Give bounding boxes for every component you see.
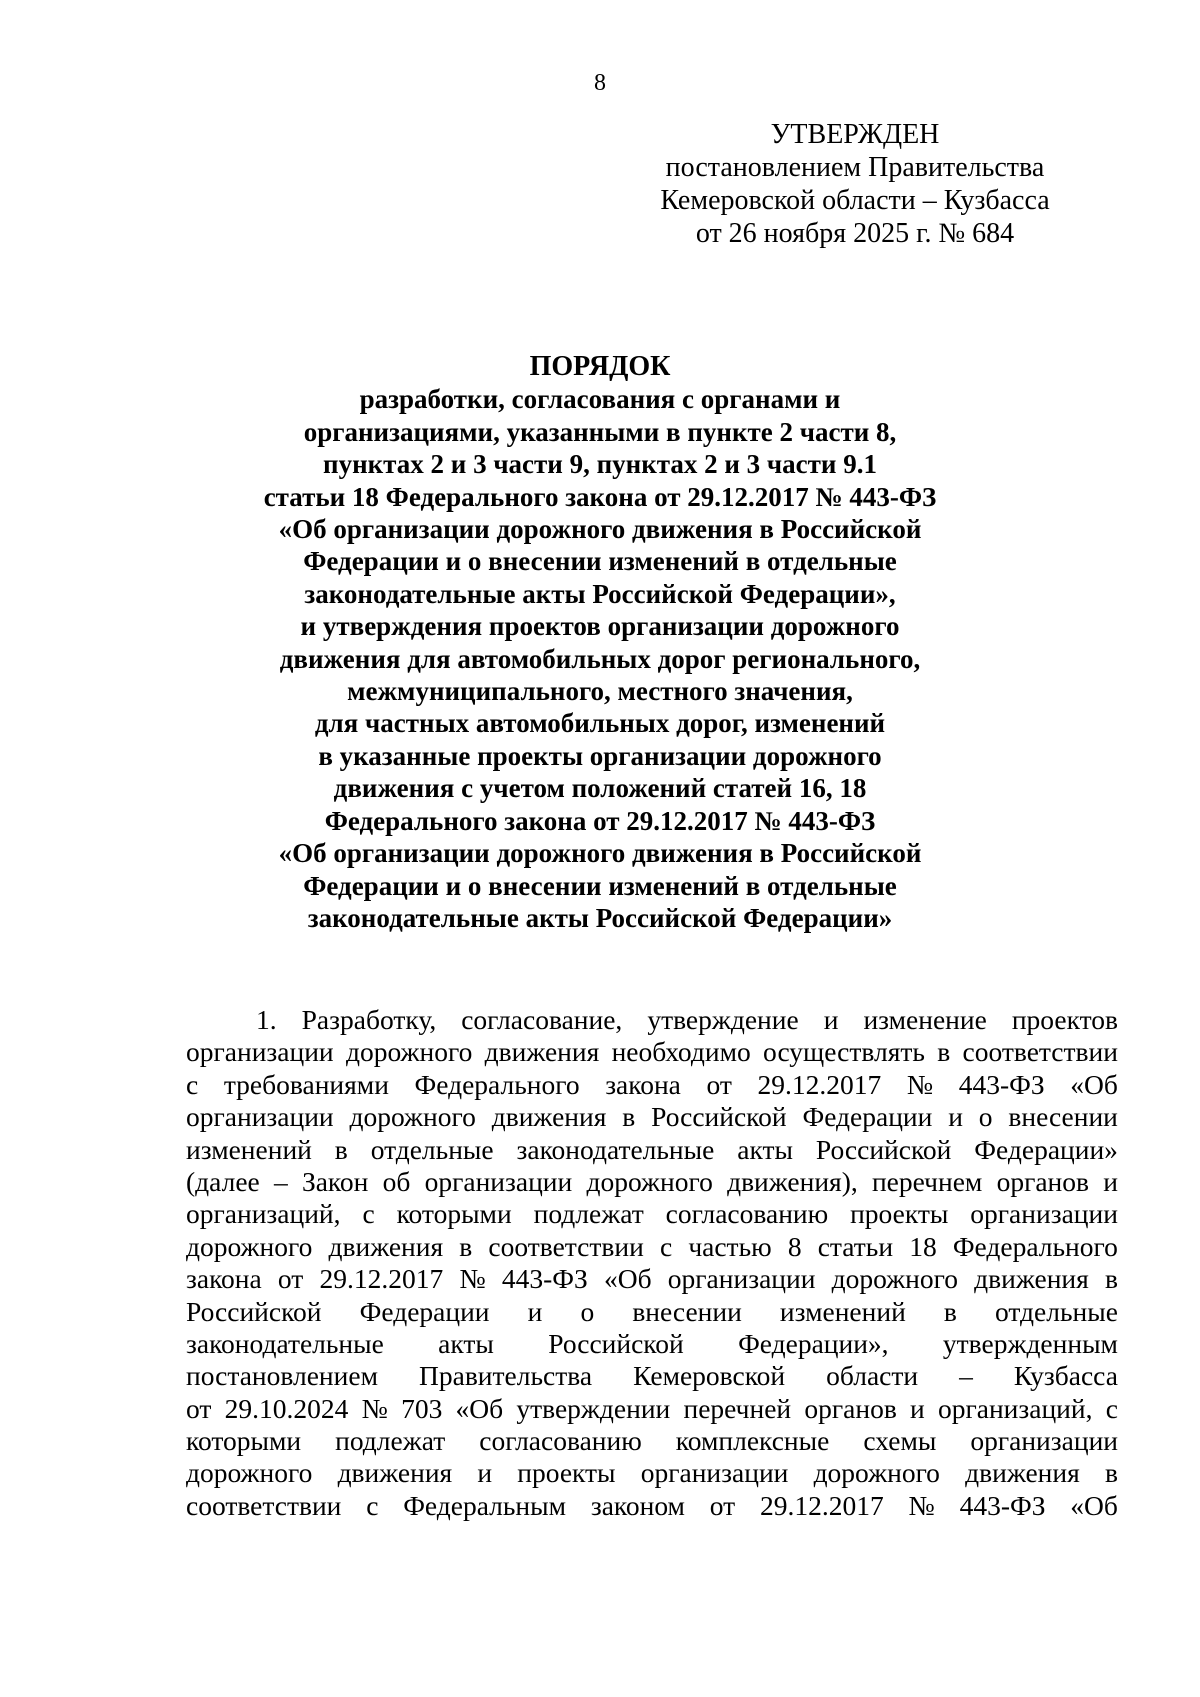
body-word: и [527, 1295, 543, 1327]
body-line [186, 1004, 1118, 1036]
body-word: 18 [909, 1230, 937, 1262]
body-word: от [186, 1392, 212, 1424]
body-word: 29.12.2017 [319, 1263, 444, 1295]
body-word: Разработку, [301, 1004, 437, 1035]
body-word: (далее [186, 1165, 260, 1197]
body-word: 29.12.2017 [759, 1489, 884, 1521]
body-word: согласованию [479, 1425, 642, 1457]
document-title [0, 351, 1200, 934]
body-word: и [948, 1101, 963, 1133]
body-word: 1. [256, 1004, 277, 1035]
body-word: и [910, 1392, 925, 1424]
title-line: пунктах 2 и 3 части 9, пунктах 2 и 3 части 9.1 [323, 449, 877, 480]
body-line [186, 1457, 1118, 1489]
body-word: и [1103, 1165, 1118, 1197]
body-word: с [186, 1068, 199, 1100]
body-word: частью [688, 1230, 772, 1262]
body-word: изменений [186, 1133, 312, 1165]
approval-stamp [640, 118, 1070, 250]
body-line [186, 1036, 1118, 1068]
body-word: – [273, 1165, 288, 1197]
body-word: схемы [863, 1425, 937, 1457]
body-line [186, 1069, 1118, 1101]
body-word: Федеральным [403, 1489, 567, 1521]
body-line [186, 1263, 1118, 1295]
body-word: законодательные [186, 1327, 384, 1359]
title-line: Федерации и о внесении изменений в отдельные [303, 546, 897, 577]
body-word: дорожного [831, 1263, 958, 1295]
body-word: в [622, 1101, 636, 1133]
body-word: в [459, 1230, 473, 1262]
body-word: движения), [727, 1165, 858, 1197]
body-word: в [1104, 1457, 1118, 1489]
body-word: дорожного [186, 1457, 313, 1489]
approval-line: Кемеровской области – Кузбасса [660, 185, 1050, 216]
body-word: Федерации», [738, 1327, 889, 1359]
body-word: Федерации» [974, 1133, 1118, 1165]
body-word: изменение [863, 1004, 987, 1035]
body-word: движения [965, 1457, 1080, 1489]
body-word: организации [970, 1198, 1118, 1230]
body-word: которыми [396, 1198, 512, 1230]
body-word: от [709, 1489, 736, 1521]
body-word: № [459, 1263, 486, 1295]
body-word: дорожного [345, 1036, 473, 1068]
body-word: организации [667, 1263, 816, 1295]
body-word: организации [970, 1425, 1118, 1457]
body-word: «Об [603, 1263, 652, 1295]
approval-line: от 26 ноября 2025 г. № 684 [695, 218, 1015, 249]
title-line: законодательные акты Российской Федерации» [307, 902, 893, 933]
title-line: Федерального закона от 29.12.2017 № 443-ФЗ [324, 805, 876, 836]
body-word: Федерации [359, 1295, 490, 1327]
title-line: законодательные акты Российской Федерации», [304, 578, 896, 609]
body-line [186, 1360, 1118, 1392]
body-word: о [978, 1101, 993, 1133]
body-word: комплексные [675, 1425, 830, 1457]
body-word: проекты [517, 1457, 616, 1489]
body-word: с [659, 1230, 673, 1262]
body-line [186, 1198, 1118, 1230]
body-line [186, 1425, 1118, 1457]
body-line [186, 1101, 1118, 1133]
body-word: законом [590, 1489, 685, 1521]
body-word: проектов [1011, 1004, 1118, 1035]
body-word: 703 [401, 1392, 443, 1424]
body-word: подлежат [533, 1198, 644, 1230]
page-number: 8 [594, 70, 606, 96]
body-word: – [959, 1360, 973, 1392]
body-word: о [580, 1295, 595, 1327]
body-word: 29.12.2017 [757, 1068, 882, 1100]
body-word: в [1104, 1263, 1118, 1295]
body-word: закона [186, 1263, 262, 1295]
body-word: осуществлять [763, 1036, 925, 1068]
body-word: дорожного [813, 1457, 940, 1489]
title-line: организациями, указанными в пункте 2 части 8, [303, 416, 897, 447]
body-word: акты [438, 1327, 494, 1359]
body-word: и [823, 1004, 839, 1035]
body-word: в [334, 1133, 348, 1165]
body-word: акты [737, 1133, 793, 1165]
body-word: требованиями [223, 1068, 389, 1100]
title-line: «Об организации дорожного движения в Российской [278, 514, 922, 545]
title-line: и утверждения проектов организации дорожного [300, 611, 900, 642]
title-heading: ПОРЯДОК [529, 351, 671, 382]
body-word: законодательные [516, 1133, 715, 1165]
body-line [186, 1231, 1118, 1263]
body-word: области [826, 1360, 919, 1392]
body-word: перечнем [871, 1165, 983, 1197]
body-line [186, 1134, 1118, 1166]
body-line [186, 1166, 1118, 1198]
body-word: с [366, 1489, 379, 1521]
body-word: движения [328, 1230, 444, 1262]
body-word: отдельные [995, 1295, 1118, 1327]
body-word: Федерального [414, 1068, 580, 1100]
body-word: согласование, [461, 1004, 623, 1035]
body-word: и [477, 1457, 493, 1489]
body-word: утвержденным [942, 1327, 1118, 1359]
body-word: проекты [850, 1198, 949, 1230]
body-word: подлежат [335, 1425, 446, 1457]
body-word: утверждение [647, 1004, 799, 1035]
approval-line: постановлением Правительства [665, 152, 1045, 183]
title-line: в указанные проекты организации дорожного [318, 740, 882, 771]
body-word: 8 [787, 1230, 802, 1262]
body-line [186, 1296, 1118, 1328]
approval-line: УТВЕРЖДЕН [770, 119, 940, 150]
title-line: разработки, согласования с органами и [359, 384, 841, 415]
body-word: 443-ФЗ [958, 1068, 1045, 1100]
body-word: в [943, 1295, 957, 1327]
body-paragraph [186, 1004, 1118, 1522]
body-line [186, 1490, 1118, 1522]
body-word: Российской [651, 1101, 787, 1133]
title-line: межмуниципального, местного значения, [347, 676, 853, 707]
body-word: движения [491, 1101, 607, 1133]
body-word: № [361, 1392, 388, 1424]
body-word: органов [804, 1392, 897, 1424]
title-line: для частных автомобильных дорог, изменений [314, 708, 886, 739]
body-word: организаций, [937, 1392, 1093, 1424]
body-word: изменений [779, 1295, 906, 1327]
body-word: согласованию [665, 1198, 829, 1230]
body-word: с [362, 1198, 375, 1230]
body-word: № [908, 1489, 935, 1521]
body-word: соответствии [186, 1489, 342, 1521]
body-word: 443-ФЗ [501, 1263, 588, 1295]
body-word: № [906, 1068, 934, 1100]
body-word: Правительства [419, 1360, 593, 1392]
body-word: «Об [455, 1392, 504, 1424]
body-word: внесении [1008, 1101, 1118, 1133]
body-word: «Об [1070, 1489, 1118, 1521]
title-line: Федерации и о внесении изменений в отдельные [303, 870, 897, 901]
body-word: организации [640, 1457, 789, 1489]
body-word: статьи [817, 1230, 894, 1262]
body-word: закона [605, 1068, 681, 1100]
body-word: с [1105, 1392, 1118, 1424]
body-word: движения [337, 1457, 453, 1489]
body-word: от [277, 1263, 304, 1295]
body-word: от [706, 1068, 732, 1100]
body-word: Кузбасса [1013, 1360, 1118, 1392]
body-word: движения [484, 1036, 600, 1068]
body-word: дорожного [349, 1101, 476, 1133]
title-line: статьи 18 Федерального закона от 29.12.2017 № 443-ФЗ [263, 481, 937, 512]
body-word: необходимо [611, 1036, 751, 1068]
title-line: движения с учетом положений статей 16, 18 [333, 773, 867, 804]
body-word: соответствии [962, 1036, 1118, 1068]
body-word: которыми [186, 1425, 302, 1457]
body-word: соответствии [488, 1230, 644, 1262]
title-line: движения для автомобильных дорог регионального, [279, 643, 921, 674]
body-line [186, 1393, 1118, 1425]
title-line: «Об организации дорожного движения в Российской [278, 838, 922, 869]
body-word: «Об [1070, 1068, 1118, 1100]
body-line [186, 1328, 1118, 1360]
body-word: дорожного [186, 1230, 313, 1262]
body-word: организации [186, 1036, 334, 1068]
body-word: движения [974, 1263, 1089, 1295]
body-word: Федерации [802, 1101, 933, 1133]
body-word: Российской [815, 1133, 952, 1165]
body-word: Кемеровской [633, 1360, 786, 1392]
body-word: дорожного [586, 1165, 713, 1197]
body-word: утверждении [516, 1392, 671, 1424]
body-word: в [937, 1036, 951, 1068]
body-word: перечней [683, 1392, 792, 1424]
body-word: Российской [548, 1327, 684, 1359]
body-word: отдельные [370, 1133, 494, 1165]
body-word: 29.10.2024 [224, 1392, 349, 1424]
body-word: организации [186, 1101, 334, 1133]
body-word: внесении [632, 1295, 742, 1327]
body-word: постановлением [186, 1360, 378, 1392]
body-word: органов [996, 1165, 1089, 1197]
body-word: Закон [301, 1165, 369, 1197]
body-word: Российской [186, 1295, 322, 1327]
body-word: 443-ФЗ [959, 1489, 1046, 1521]
body-word: об [382, 1165, 411, 1197]
body-word: Федерального [952, 1230, 1118, 1262]
body-word: организации [424, 1165, 573, 1197]
body-word: организаций, [186, 1198, 341, 1230]
